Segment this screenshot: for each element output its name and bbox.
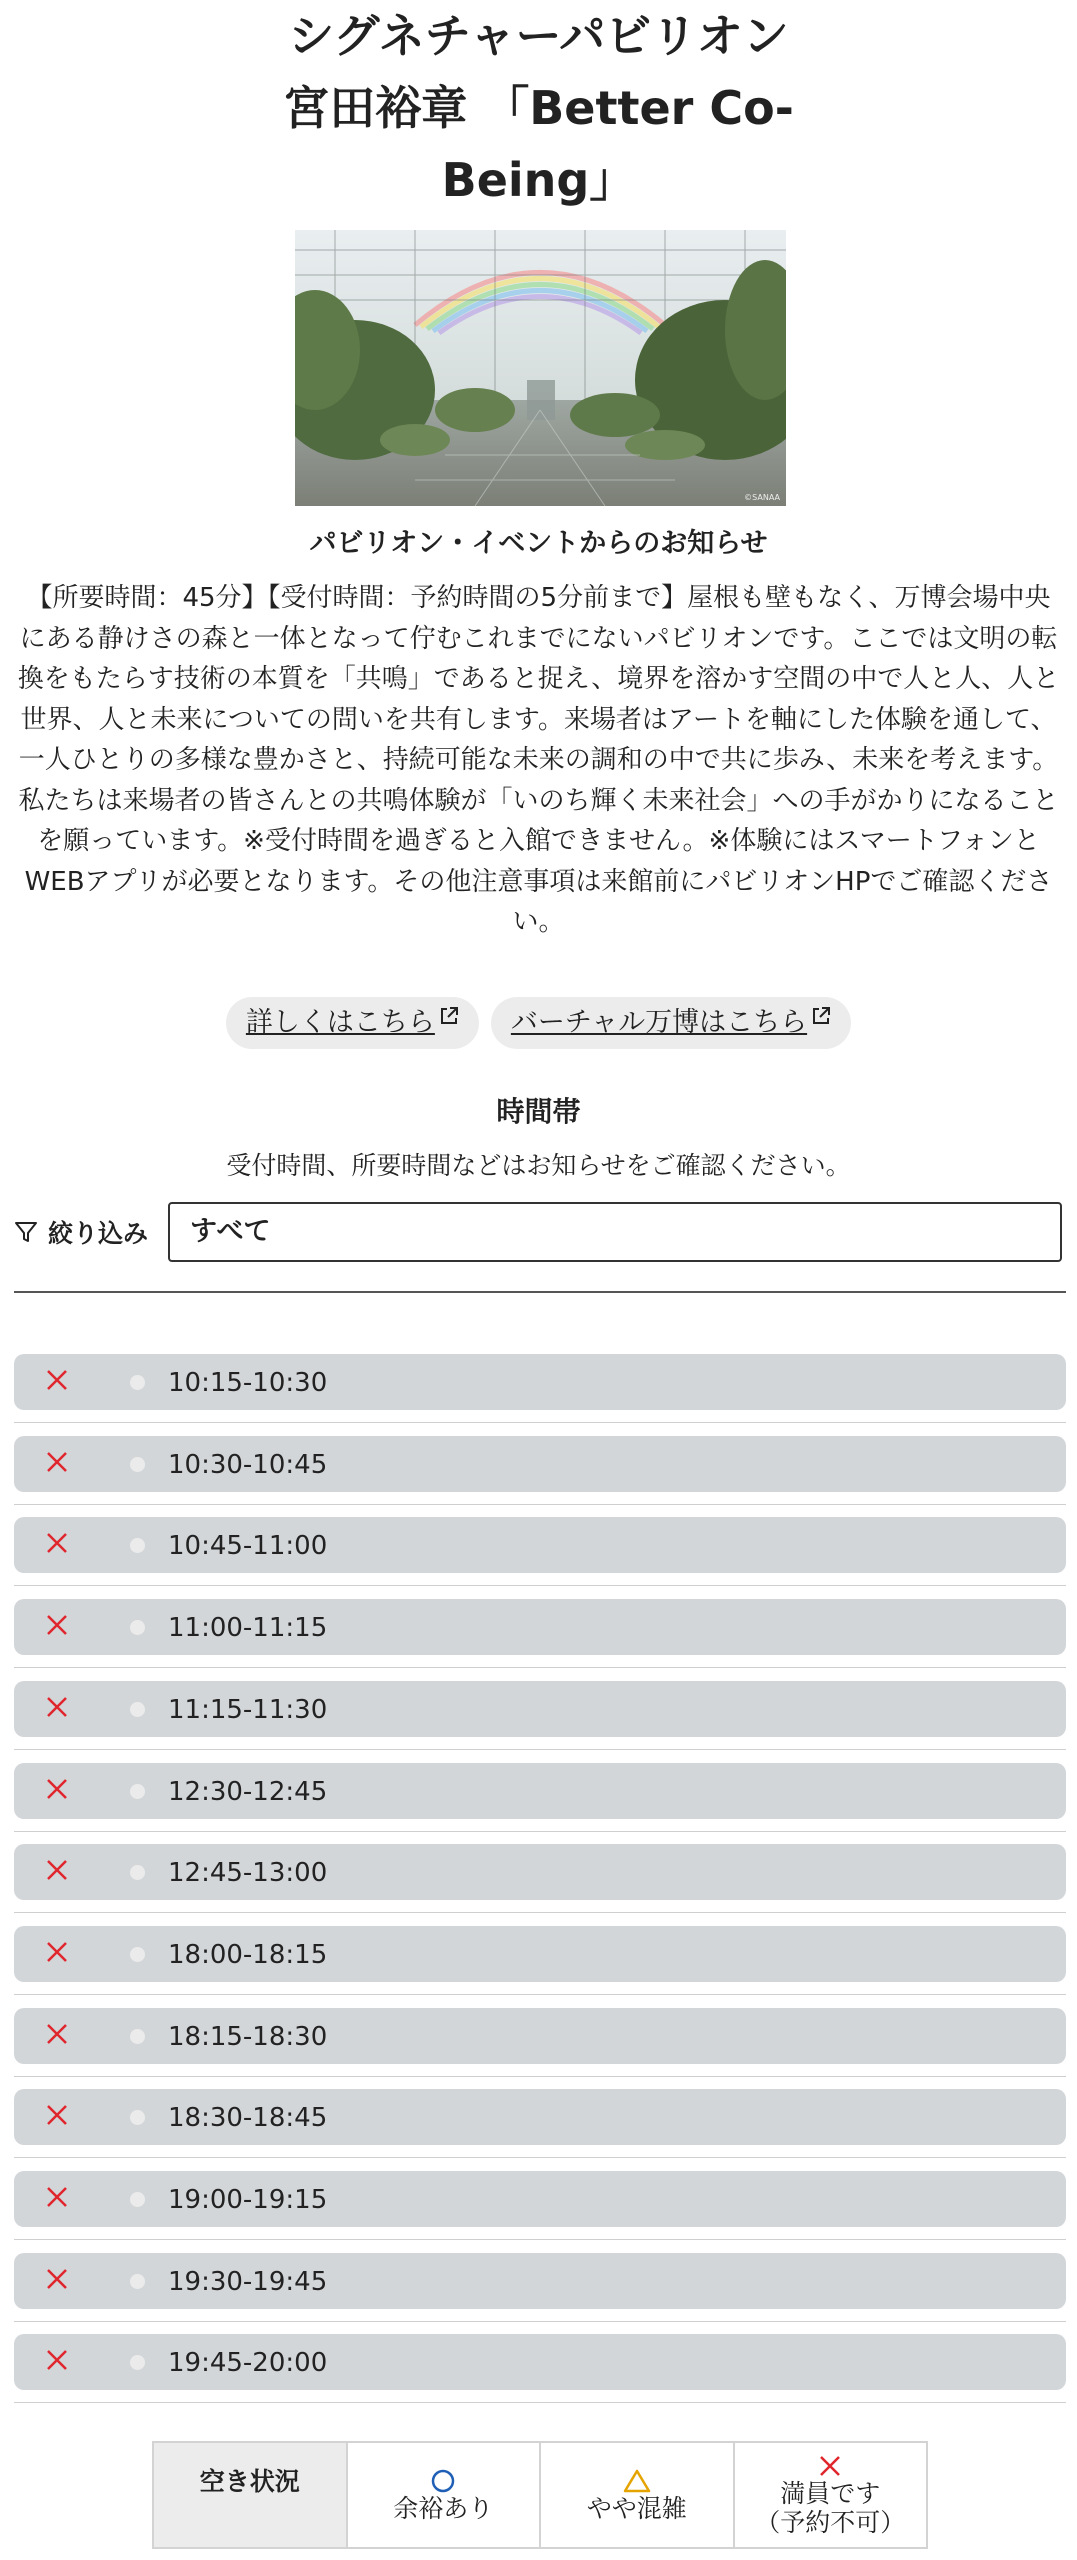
legend-full-sublabel: （予約不可）	[755, 2508, 906, 2537]
timeslot-row[interactable]	[14, 1844, 1066, 1900]
x-mark-icon	[44, 2021, 70, 2047]
radio-dot[interactable]	[130, 2110, 145, 2125]
timeslot-time: 19:45-20:00	[168, 2348, 328, 2379]
details-link-label: 詳しくはこちら	[245, 1007, 435, 1038]
timeslot-time: 18:15-18:30	[168, 2021, 328, 2052]
x-mark-icon	[44, 2102, 70, 2128]
x-mark-icon	[817, 2453, 843, 2479]
timeslot-row[interactable]	[14, 1926, 1066, 1982]
notice-line: 一人ひとりの多様な豊かさと、持続可能な未来の調和の中で共に歩み、未来を考えます。	[18, 745, 1059, 775]
x-mark-icon	[44, 1776, 70, 1802]
x-mark-icon	[44, 1530, 70, 1556]
row-separator	[14, 1667, 1066, 1668]
legend-available	[348, 2443, 542, 2547]
filter-label-text: 絞り込み	[48, 1219, 149, 1248]
timeslot-time: 10:45-11:00	[168, 1531, 328, 1562]
timeslot-time: 19:00-19:15	[168, 2185, 328, 2215]
notice-line: 世界、人と未来についての問いを共有します。来場者はアートを軸にした体験を通して、	[20, 704, 1057, 735]
radio-dot[interactable]	[130, 2274, 145, 2289]
details-link[interactable]	[226, 997, 479, 1049]
notice-title: パビリオン・イベントからのお知らせ	[309, 528, 768, 559]
x-mark-icon	[44, 2266, 70, 2292]
row-separator	[14, 2157, 1066, 2158]
timeslot-row[interactable]	[14, 2008, 1066, 2064]
timeslot-section-title: 時間帯	[496, 1095, 581, 1128]
notice-line: を願っています。※受付時間を過ぎると入館できません。※体験にはスマートフォンと	[37, 826, 1040, 856]
row-separator	[14, 2321, 1066, 2322]
virtual-expo-link[interactable]	[491, 997, 851, 1049]
row-separator	[14, 1504, 1066, 1505]
pavilion-title-line: Being」	[441, 153, 636, 207]
row-separator	[14, 1585, 1066, 1586]
legend-available-label: 余裕あり	[393, 2493, 494, 2523]
pavilion-title	[0, 0, 1077, 216]
row-separator	[14, 1749, 1066, 1750]
radio-dot[interactable]	[130, 1538, 145, 1553]
radio-dot[interactable]	[130, 2355, 145, 2370]
x-mark-icon	[44, 2347, 70, 2373]
row-separator	[14, 2239, 1066, 2240]
notice-line: 私たちは来場者の皆さんとの共鳴体験が「いのち輝く未来社会」への手がかりになること	[18, 785, 1059, 816]
radio-dot[interactable]	[130, 1620, 145, 1635]
timeslot-row[interactable]	[14, 1436, 1066, 1492]
radio-dot[interactable]	[130, 1865, 145, 1880]
row-separator	[14, 2402, 1066, 2403]
notice-line: い。	[512, 907, 565, 937]
timeslot-time: 18:00-18:15	[168, 1939, 328, 1970]
timeslot-row[interactable]	[14, 1517, 1066, 1573]
legend-title: 空き状況	[154, 2443, 348, 2547]
virtual-expo-link-label: バーチャル万博はこちら	[510, 1007, 808, 1038]
timeslot-time: 11:15-11:30	[168, 1694, 328, 1725]
timeslot-time: 19:30-19:45	[168, 2266, 328, 2297]
radio-dot[interactable]	[130, 2192, 145, 2207]
x-mark-icon	[44, 2184, 70, 2210]
radio-dot[interactable]	[130, 1375, 145, 1390]
notice-body	[14, 578, 1063, 943]
timeslot-time: 12:45-13:00	[168, 1858, 328, 1889]
external-link-icon	[439, 1006, 459, 1026]
timeslot-row[interactable]	[14, 1599, 1066, 1655]
notice-line: 【所要時間：45分】【受付時間：予約時間の5分前まで】屋根も壁もなく、万博会場中央	[26, 583, 1051, 613]
x-mark-icon	[44, 1694, 70, 1720]
x-mark-icon	[44, 1612, 70, 1638]
legend-full-label: 満員です	[780, 2479, 881, 2508]
radio-dot[interactable]	[130, 1947, 145, 1962]
funnel-icon	[14, 1220, 38, 1244]
timeslot-row[interactable]	[14, 1763, 1066, 1819]
legend-full	[735, 2443, 927, 2547]
svg-text:©SANAA: ©SANAA	[744, 493, 780, 502]
timeslot-row[interactable]	[14, 1681, 1066, 1737]
notice-line: にある静けさの森と一体となって佇むこれまでにないパビリオンです。ここでは文明の転	[19, 623, 1058, 654]
x-mark-icon	[44, 1939, 70, 1965]
external-link-icon	[811, 1006, 831, 1026]
radio-dot[interactable]	[130, 1702, 145, 1717]
timeslot-time: 10:15-10:30	[168, 1368, 328, 1398]
triangle-icon	[623, 2468, 651, 2494]
notice-line: 換をもたらす技術の本質を「共鳴」であると捉え、境界を溶かす空間の中で人と人、人と	[17, 664, 1060, 694]
timeslot-time: 12:30-12:45	[168, 1776, 328, 1807]
filter-label	[14, 1210, 148, 1254]
row-separator	[14, 1422, 1066, 1423]
filter-select[interactable]: すべて	[168, 1202, 1062, 1262]
radio-dot[interactable]	[130, 1784, 145, 1799]
x-mark-icon	[44, 1857, 70, 1883]
radio-dot[interactable]	[130, 1457, 145, 1472]
divider	[14, 1291, 1066, 1293]
timeslot-row[interactable]	[14, 2334, 1066, 2390]
timeslot-time: 11:00-11:15	[168, 1613, 328, 1644]
timeslot-time: 18:30-18:45	[168, 2103, 328, 2134]
timeslot-time: 10:30-10:45	[168, 1449, 328, 1480]
row-separator	[14, 1831, 1066, 1832]
pavilion-title-line: 宮田裕章 「Better Co-	[283, 81, 794, 135]
availability-legend	[152, 2441, 928, 2549]
external-links	[0, 997, 1077, 1049]
circle-icon	[430, 2468, 456, 2494]
row-separator	[14, 2076, 1066, 2077]
timeslot-row[interactable]	[14, 2253, 1066, 2309]
timeslot-row[interactable]	[14, 2171, 1066, 2227]
pavilion-image	[295, 230, 786, 506]
radio-dot[interactable]	[130, 2029, 145, 2044]
pavilion-title-line: シグネチャーパビリオン	[288, 9, 789, 63]
row-separator	[14, 1994, 1066, 1995]
legend-crowded	[541, 2443, 735, 2547]
x-mark-icon	[44, 1367, 70, 1393]
x-mark-icon	[44, 1449, 70, 1475]
timeslot-row[interactable]	[14, 1354, 1066, 1410]
row-separator	[14, 1912, 1066, 1913]
timeslot-row[interactable]	[14, 2089, 1066, 2145]
timeslot-section-subtitle: 受付時間、所要時間などはお知らせをご確認ください。	[226, 1151, 851, 1180]
legend-crowded-label: やや混雑	[586, 2493, 687, 2523]
notice-line: WEBアプリが必要となります。その他注意事項は来館前にパビリオンHPでご確認くださ	[24, 866, 1053, 897]
